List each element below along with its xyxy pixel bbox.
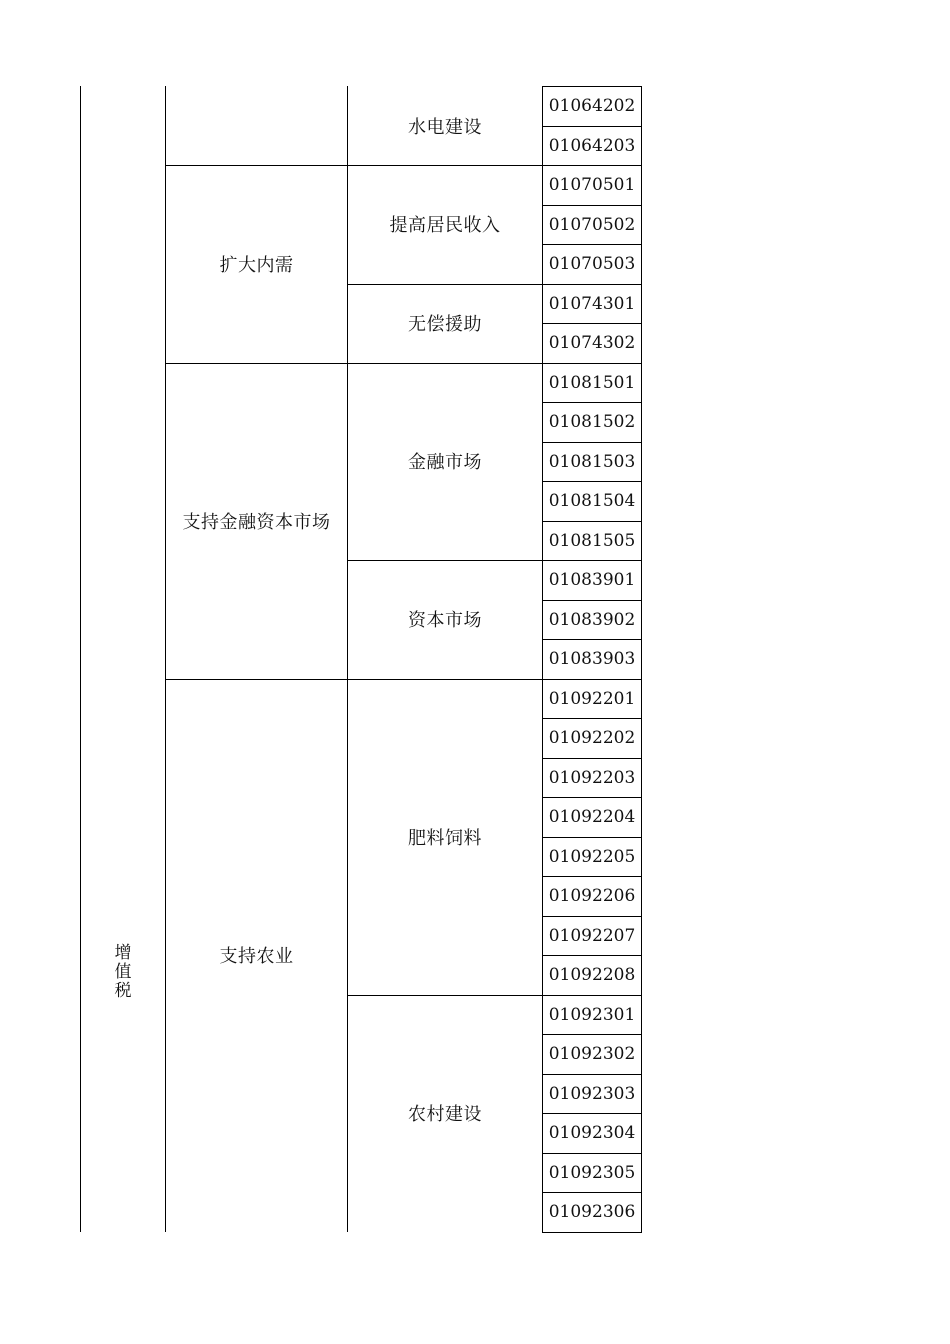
- code-cell: 01083903: [542, 639, 642, 680]
- policy-cell: [166, 86, 347, 165]
- code-cell: 01092305: [542, 1153, 642, 1194]
- code-cell: 01092204: [542, 797, 642, 838]
- code-cell: 01092304: [542, 1113, 642, 1154]
- code-cell: 01070501: [542, 165, 642, 206]
- code-cell: 01064202: [542, 86, 642, 127]
- table-left-border: [80, 86, 81, 1232]
- item-name-cell: 农村建设: [408, 1104, 482, 1125]
- code-cell: 01074301: [542, 284, 642, 325]
- tax-category-char: 税: [114, 981, 132, 1001]
- item-name-cell: 金融市场: [408, 452, 482, 474]
- code-cell: 01092208: [542, 955, 642, 996]
- code-cell: 01092302: [542, 1034, 642, 1075]
- code-cell: 01092301: [542, 995, 642, 1036]
- code-cell: 01092202: [542, 718, 642, 759]
- code-cell: 01081502: [542, 402, 642, 443]
- code-cell: 01081501: [542, 363, 642, 404]
- code-cell: 01081504: [542, 481, 642, 522]
- code-cell: 01092207: [542, 916, 642, 957]
- code-cell: 01092203: [542, 758, 642, 799]
- code-cell: 01092201: [542, 679, 642, 720]
- code-cell: 01081503: [542, 442, 642, 483]
- item-name-cell: 无偿援助: [408, 314, 482, 335]
- code-cell: 01081505: [542, 521, 642, 562]
- policy-cell: 支持农业: [219, 946, 294, 967]
- code-cell: 01092306: [542, 1192, 642, 1233]
- item-name-cell: 提高居民收入: [389, 215, 501, 237]
- code-cell: 01092303: [542, 1074, 642, 1115]
- item-name-cell: 水电建设: [408, 116, 482, 138]
- code-cell: 01083901: [542, 560, 642, 601]
- code-cell: 01064203: [542, 126, 642, 167]
- policy-cell: 支持金融资本市场: [182, 511, 331, 533]
- code-cell: 01092206: [542, 876, 642, 917]
- tax-category-char: 值: [114, 962, 132, 982]
- item-name-cell: 资本市场: [408, 610, 482, 632]
- code-cell: 01092205: [542, 837, 642, 878]
- item-name-cell: 肥料饲料: [408, 827, 482, 849]
- tax-category-label: [81, 944, 165, 1001]
- code-cell: 01074302: [542, 323, 642, 364]
- tax-category-char: 增: [114, 943, 132, 963]
- code-cell: 01070502: [542, 205, 642, 246]
- policy-cell: 扩大内需: [219, 254, 294, 276]
- code-cell: 01070503: [542, 244, 642, 285]
- code-cell: 01083902: [542, 600, 642, 641]
